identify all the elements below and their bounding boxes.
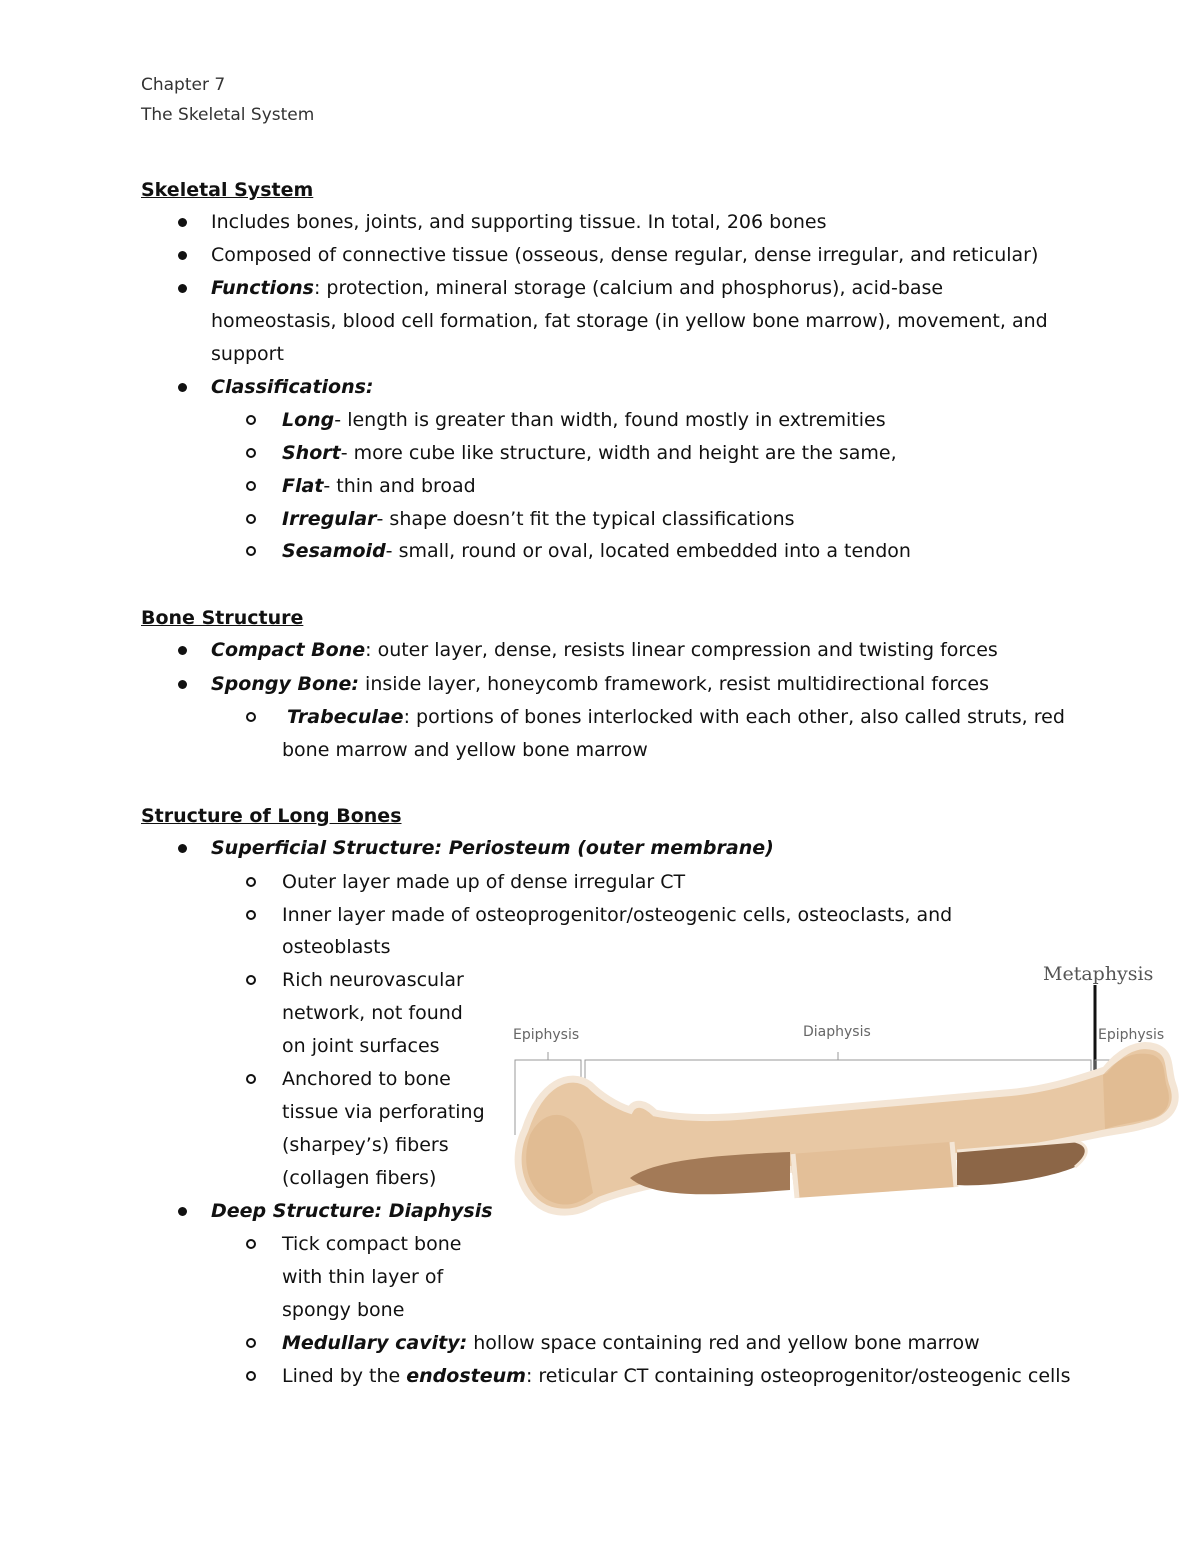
functions-text-2: homeostasis, blood cell formation, fat storage (in yellow bone marrow), movement, and — [211, 310, 1048, 332]
medullary-cavity-text: hollow space containing red and yellow bone marrow — [467, 1332, 980, 1354]
bullet-dot — [178, 218, 187, 227]
neurovascular-1: Rich neurovascular — [282, 969, 464, 991]
medullary-cavity-item — [282, 1331, 980, 1355]
term-classifications: Classifications: — [211, 376, 374, 398]
bullet-circle — [246, 1074, 256, 1084]
bullet-circle — [246, 910, 256, 920]
label-epiphysis-right: Epiphysis — [1098, 1027, 1165, 1043]
bullet-circle — [246, 1338, 256, 1348]
bullet-dot — [178, 844, 187, 853]
bullet-dot — [178, 251, 187, 260]
compact-thin-1: Tick compact bone — [282, 1233, 462, 1255]
bullet-dot — [178, 680, 187, 689]
skeletal-bullet-2: Composed of connective tissue (osseous, dense regular, dense irregular, and reticular) — [211, 244, 1039, 266]
bullet-circle — [246, 448, 256, 458]
bullet-circle — [246, 877, 256, 887]
class-short — [282, 441, 897, 465]
superficial-structure: Superficial Structure: Periosteum (outer membrane) — [211, 837, 774, 859]
bullet-dot — [178, 383, 187, 392]
class-short-text: - more cube like structure, width and height are the same, — [340, 442, 897, 464]
endosteum-item — [282, 1364, 1070, 1388]
bullet-circle — [246, 415, 256, 425]
skeletal-bullet-functions — [211, 276, 943, 300]
class-flat-text: - thin and broad — [323, 475, 476, 497]
class-flat — [282, 474, 476, 498]
anchored-3: (sharpey’s) fibers — [282, 1134, 449, 1156]
label-metaphysis: Metaphysis — [1043, 963, 1154, 985]
long-bone-diagram — [505, 955, 1185, 1260]
trabeculae-text-2: bone marrow and yellow bone marrow — [282, 739, 648, 761]
section-heading-bone-structure: Bone Structure — [141, 607, 304, 629]
class-irregular-text: - shape doesn’t fit the typical classifications — [376, 508, 795, 530]
bullet-circle — [246, 514, 256, 524]
bullet-circle — [246, 975, 256, 985]
compact-thin-2: with thin layer of — [282, 1266, 444, 1288]
bullet-circle — [246, 1239, 256, 1249]
trabeculae-text-1: : portions of bones interlocked with each other, also called struts, red — [403, 706, 1065, 728]
functions-text-3: support — [211, 343, 284, 365]
anchored-1: Anchored to bone — [282, 1068, 451, 1090]
term-flat: Flat — [282, 475, 324, 497]
term-irregular: Irregular — [282, 508, 377, 530]
trabeculae-item — [287, 705, 1065, 729]
class-long — [282, 408, 886, 432]
term-compact-bone: Compact Bone — [211, 639, 366, 661]
compact-bone-item — [211, 638, 998, 662]
term-trabeculae: Trabeculae — [287, 706, 404, 728]
term-medullary-cavity: Medullary cavity: — [282, 1332, 468, 1354]
term-spongy-bone: Spongy Bone: — [211, 673, 360, 695]
bullet-dot — [178, 1207, 187, 1216]
periosteum-inner-layer-1: Inner layer made of osteoprogenitor/osteogenic cells, osteoclasts, and — [282, 904, 953, 926]
class-sesamoid — [282, 539, 911, 563]
bullet-circle — [246, 481, 256, 491]
chapter-label: Chapter 7 — [141, 75, 226, 95]
periosteum-outer-layer: Outer layer made up of dense irregular CT — [282, 871, 686, 893]
bullet-circle — [246, 1371, 256, 1381]
label-epiphysis-left: Epiphysis — [513, 1027, 580, 1043]
term-functions: Functions — [211, 277, 314, 299]
deep-structure: Deep Structure: Diaphysis — [211, 1200, 493, 1222]
bullet-circle — [246, 546, 256, 556]
compact-bone-text: : outer layer, dense, resists linear compression and twisting forces — [365, 639, 998, 661]
term-sesamoid: Sesamoid — [282, 540, 386, 562]
neurovascular-3: on joint surfaces — [282, 1035, 440, 1057]
chapter-title: The Skeletal System — [141, 105, 315, 125]
neurovascular-2: network, not found — [282, 1002, 463, 1024]
term-short: Short — [282, 442, 341, 464]
term-endosteum: endosteum — [406, 1365, 526, 1387]
periosteum-inner-layer-2: osteoblasts — [282, 936, 391, 958]
class-sesamoid-text: - small, round or oval, located embedded into a tendon — [385, 540, 911, 562]
bullet-dot — [178, 646, 187, 655]
class-long-text: - length is greater than width, found mostly in extremities — [334, 409, 886, 431]
spongy-bone-item — [211, 672, 989, 696]
skeletal-bullet-1: Includes bones, joints, and supporting tissue. In total, 206 bones — [211, 211, 827, 233]
endosteum-prefix: Lined by the — [282, 1365, 407, 1387]
label-diaphysis: Diaphysis — [803, 1024, 871, 1040]
compact-thin-3: spongy bone — [282, 1299, 405, 1321]
class-irregular — [282, 507, 795, 531]
bullet-dot — [178, 284, 187, 293]
spongy-bone-text: inside layer, honeycomb framework, resist multidirectional forces — [359, 673, 989, 695]
functions-text-1: : protection, mineral storage (calcium and phosphorus), acid-base — [313, 277, 944, 299]
anchored-2: tissue via perforating — [282, 1101, 485, 1123]
long-bone-illustration — [505, 955, 1185, 1260]
section-heading-skeletal: Skeletal System — [141, 179, 314, 201]
bullet-circle — [246, 712, 256, 722]
section-heading-long-bones: Structure of Long Bones — [141, 805, 402, 827]
skeletal-bullet-classifications — [211, 375, 374, 399]
endosteum-text: : reticular CT containing osteoprogenitor/osteogenic cells — [525, 1365, 1071, 1387]
term-long: Long — [282, 409, 335, 431]
anchored-4: (collagen fibers) — [282, 1167, 437, 1189]
